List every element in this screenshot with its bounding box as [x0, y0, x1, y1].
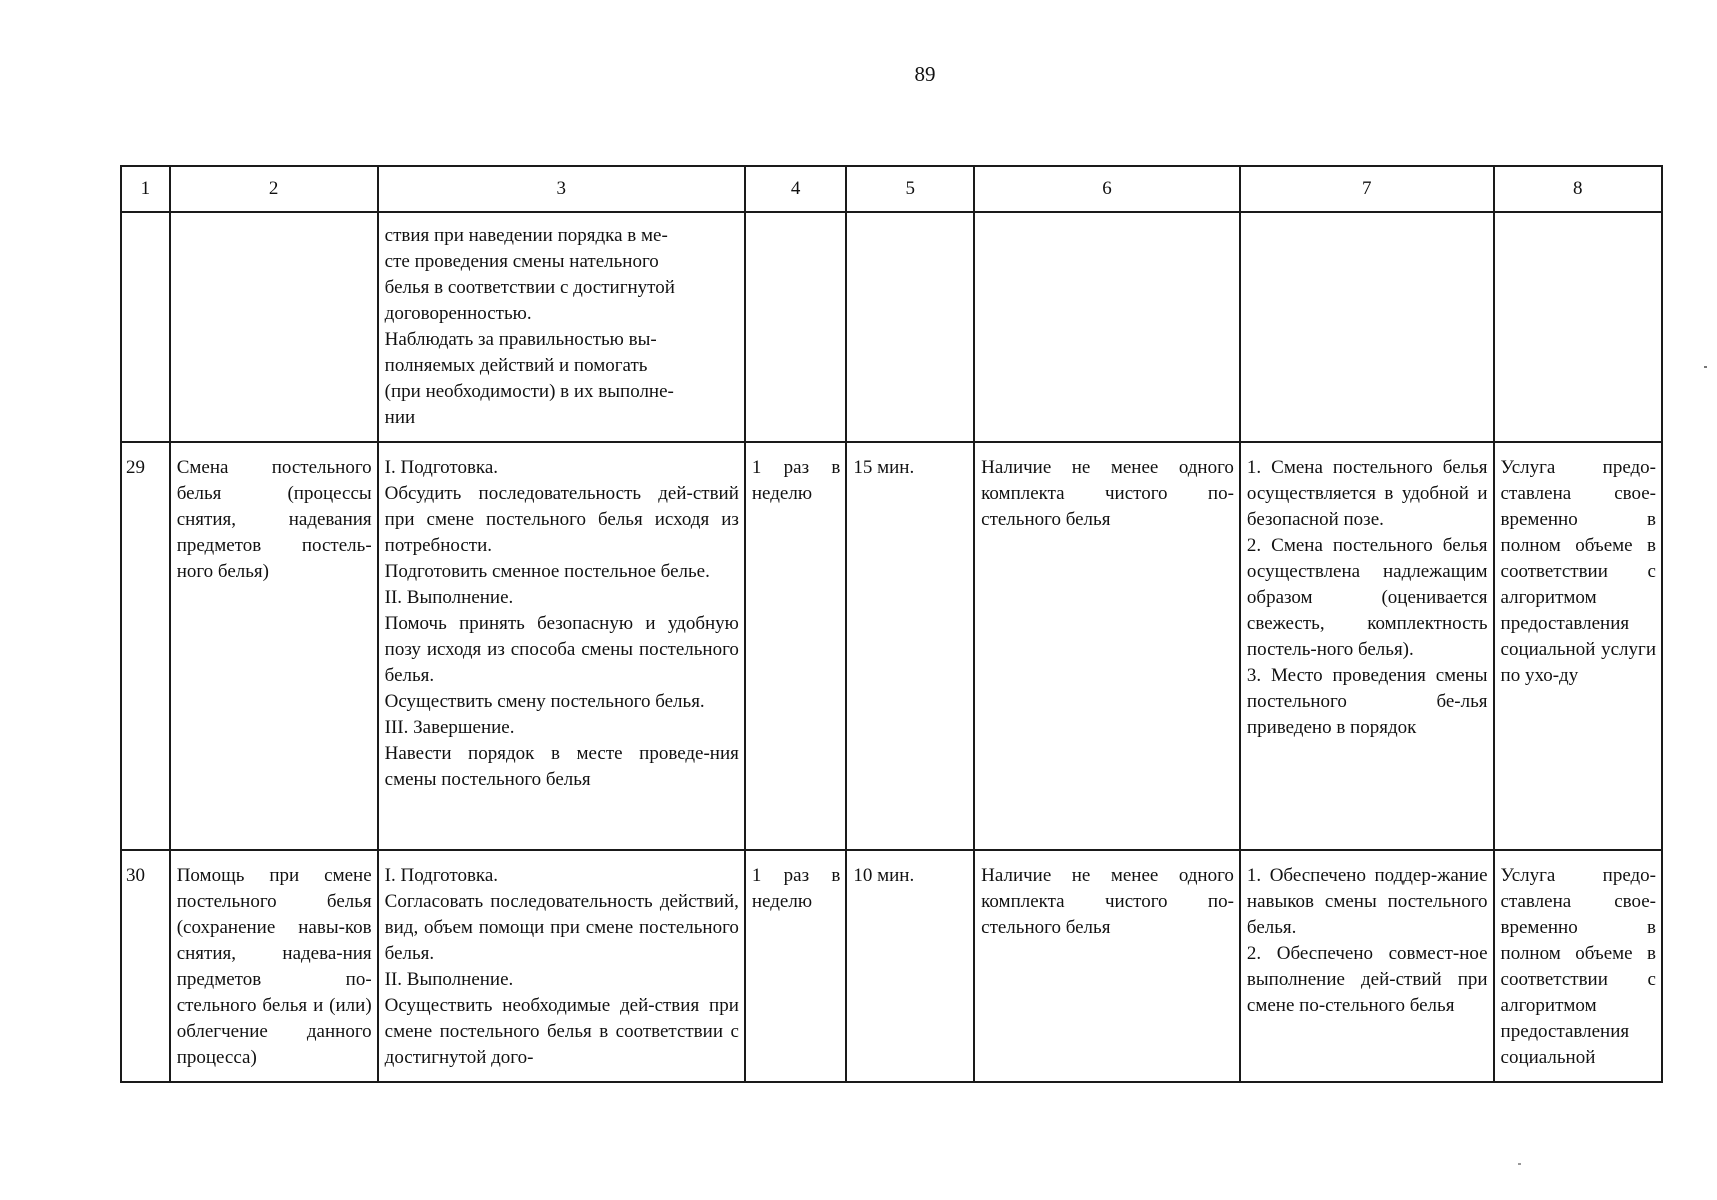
service-name-cell: Смена постельного белья (процессы снятия, надевания предметов постель-ного белья)	[170, 442, 378, 850]
duration-cell: 10 мин.	[846, 850, 974, 1082]
frequency-cell	[745, 212, 846, 442]
content-line: Осуществить смену постельного белья.	[384, 691, 705, 712]
content-line: ствия при наведении порядка в ме-	[384, 225, 668, 246]
evaluation-cell	[1494, 212, 1662, 442]
header-cell: 5	[846, 166, 974, 212]
conditions-cell	[974, 212, 1240, 442]
content-line: полняемых действий и помогать	[384, 355, 648, 376]
content-line: II. Выполнение.	[384, 969, 514, 990]
content-line: (при необходимости) в их выполне-	[384, 381, 674, 402]
scan-speck	[1518, 1163, 1521, 1165]
result-item: 3. Место проведения смены постельного бе-лья приведено в порядок	[1246, 665, 1488, 738]
content-line: I. Подготовка.	[384, 457, 499, 478]
table-row	[121, 212, 1662, 442]
result-item: 2. Смена постельного белья осуществлена надлежащим образом (оценивается свежесть, комплектность постель-ного белья).	[1246, 535, 1488, 660]
header-cell: 2	[170, 166, 378, 212]
results-cell	[1240, 850, 1494, 1082]
content-line: III. Завершение.	[384, 717, 515, 738]
table-header-row	[121, 166, 1662, 212]
content-line: II. Выполнение.	[384, 587, 514, 608]
header-cell: 6	[974, 166, 1240, 212]
content-line: I. Подготовка.	[384, 865, 499, 886]
scan-speck	[1704, 366, 1707, 368]
content-line: нии	[384, 407, 416, 428]
header-cell: 8	[1494, 166, 1662, 212]
row-number-cell: 29	[121, 442, 170, 850]
table-row	[121, 442, 1662, 850]
row-number-cell: 30	[121, 850, 170, 1082]
service-content-cell	[378, 850, 745, 1082]
content-line: Подготовить сменное постельное белье.	[384, 561, 710, 582]
content-line: Согласовать последовательность действий, вид, объем помощи при смене постельного белья.	[384, 891, 739, 964]
header-cell: 7	[1240, 166, 1494, 212]
content-line: Осуществить необходимые дей-ствия при смене постельного белья в соответствии с достигнутой дого-	[384, 995, 739, 1068]
service-content-cell	[378, 442, 745, 850]
page-number: 89	[914, 62, 936, 86]
duration-cell	[846, 212, 974, 442]
content-line: Обсудить последовательность дей-ствий при смене постельного белья исходя из потребности.	[384, 483, 739, 556]
header-cell: 4	[745, 166, 846, 212]
content-line: Навести порядок в месте проведе-ния смены постельного белья	[384, 743, 739, 790]
results-cell	[1240, 442, 1494, 850]
frequency-cell: 1 раз в неделю	[745, 850, 846, 1082]
content-line: Помочь принять безопасную и удобную позу исходя из способа смены постельного белья.	[384, 613, 739, 686]
evaluation-cell: Услуга предо-ставлена свое-временно в полном объеме в соответствии с алгоритмом предоставления социальной	[1494, 850, 1662, 1082]
results-cell	[1240, 212, 1494, 442]
header-cell: 1	[121, 166, 170, 212]
row-number-cell	[121, 212, 170, 442]
evaluation-cell: Услуга предо-ставлена свое-временно в полном объеме в соответствии с алгоритмом предоставления социальной услуги по ухо-ду	[1494, 442, 1662, 850]
content-line: белья в соответствии с достигнутой	[384, 277, 675, 298]
frequency-cell: 1 раз в неделю	[745, 442, 846, 850]
result-item: 1. Смена постельного белья осуществляется в удобной и безопасной позе.	[1246, 457, 1488, 530]
service-name-cell: Помощь при смене постельного белья (сохранение навы-ков снятия, надева-ния предметов по-стельного белья и (или) облегчение данного процесса)	[170, 850, 378, 1082]
conditions-cell: Наличие не менее одного комплекта чистого по-стельного белья	[974, 442, 1240, 850]
content-line: договоренностью.	[384, 303, 532, 324]
header-cell: 3	[378, 166, 745, 212]
result-item: 2. Обеспечено совмест-ное выполнение дей-ствий при смене по-стельного белья	[1246, 943, 1488, 1016]
table-row	[121, 850, 1662, 1082]
service-content-cell	[378, 212, 745, 442]
conditions-cell: Наличие не менее одного комплекта чистого по-стельного белья	[974, 850, 1240, 1082]
services-table	[120, 165, 1663, 1083]
result-item: 1. Обеспечено поддер-жание навыков смены постельного белья.	[1246, 865, 1488, 938]
duration-cell: 15 мин.	[846, 442, 974, 850]
content-line: сте проведения смены нательного	[384, 251, 659, 272]
service-name-cell	[170, 212, 378, 442]
content-line: Наблюдать за правильностью вы-	[384, 329, 657, 350]
